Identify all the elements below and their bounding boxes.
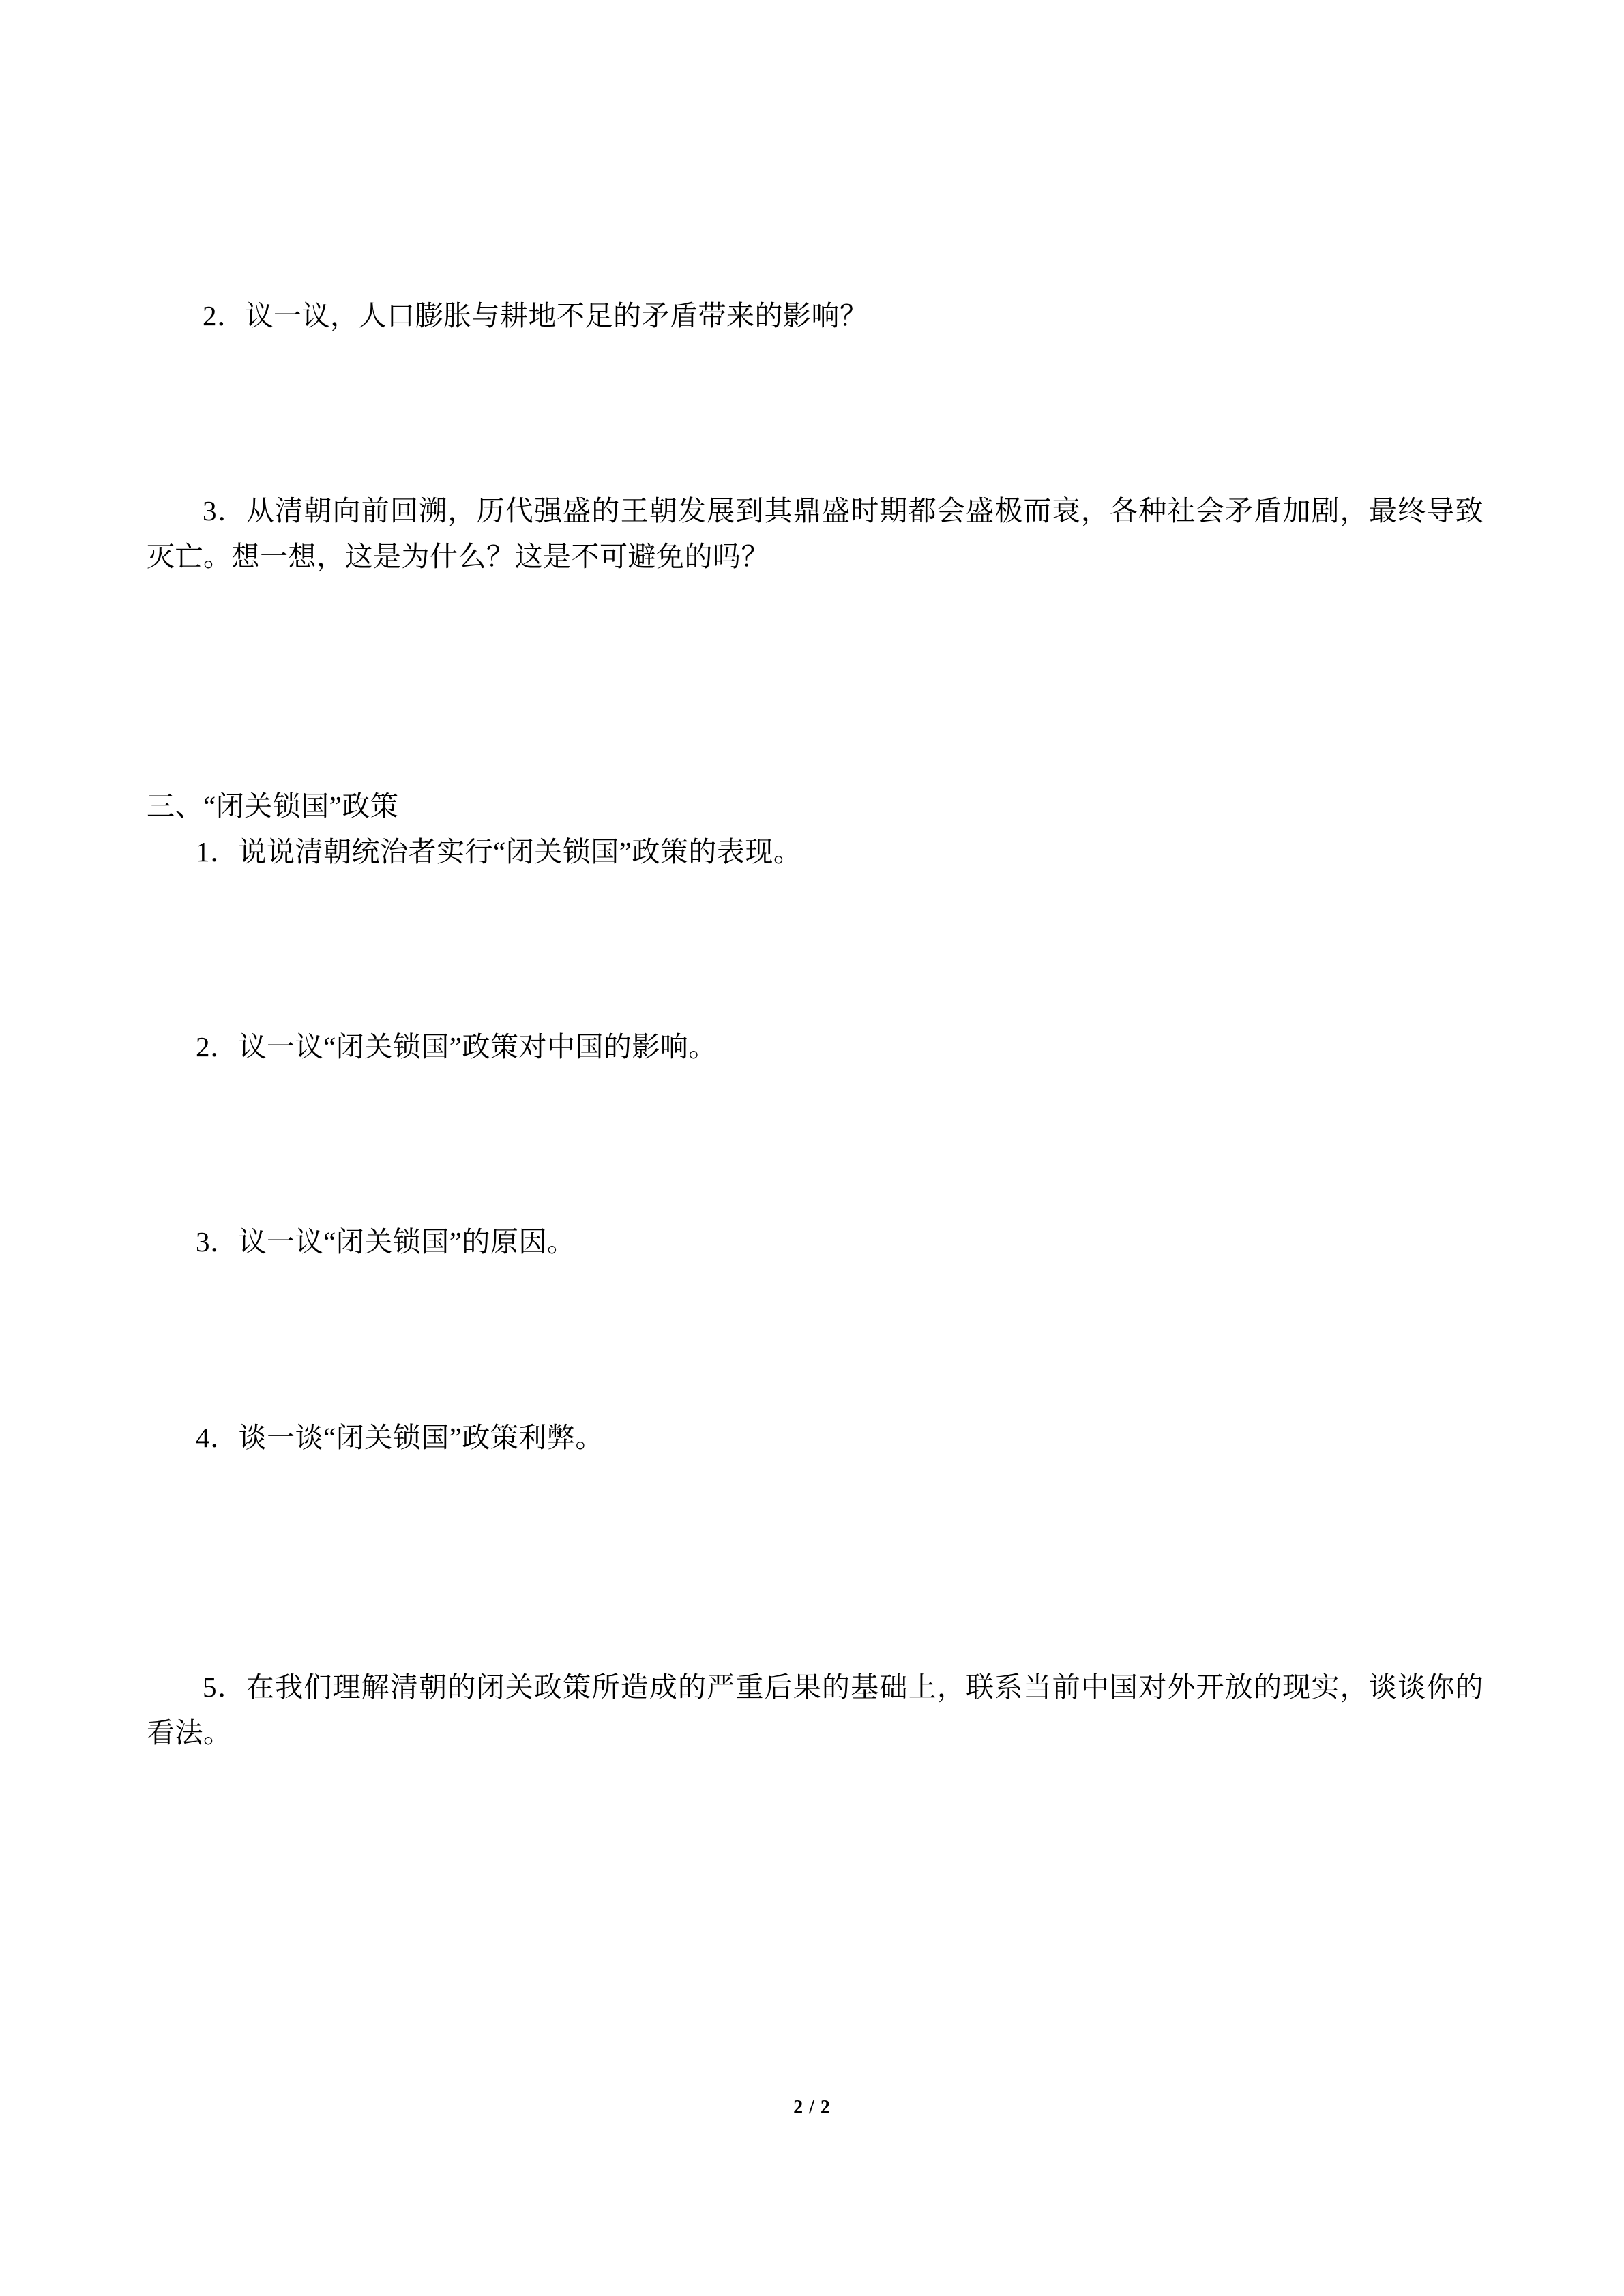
question-2-population: 2．议一议，人口膨胀与耕地不足的矛盾带来的影响？: [203, 300, 868, 331]
section-three-item-2: 2．议一议“闭关锁国”政策对中国的影响。: [196, 1031, 717, 1063]
question-3-dynasty: 3．从清朝向前回溯，历代强盛的王朝发展到其鼎盛时期都会盛极而衰，各种社会矛盾加剧，最终导致灭亡。想一想，这是为什么？这是不可避免的吗？: [147, 495, 1483, 572]
spacer-after-item-2: [147, 1069, 1483, 1219]
section-heading-three: 三、“闭关锁国”政策: [147, 790, 399, 822]
section-three-item-4: 4．谈一谈“闭关锁国”政策利弊。: [196, 1421, 604, 1453]
spacer-after-item-4: [147, 1460, 1483, 1665]
spacer-after-question-2: [147, 338, 1483, 488]
section-three-item-5: 5．在我们理解清朝的闭关政策所造成的严重后果的基础上，联系当前中国对外开放的现实，谈谈你的看法。: [147, 1671, 1483, 1748]
spacer-before-section-three: [147, 579, 1483, 784]
spacer-after-item-1: [147, 874, 1483, 1024]
section-three-item-3: 3．议一议“闭关锁国”的原因。: [196, 1226, 576, 1258]
spacer-after-item-3: [147, 1265, 1483, 1415]
page-content: [147, 293, 1483, 1755]
section-three-item-1: 1．说说清朝统治者实行“闭关锁国”政策的表现。: [196, 835, 802, 867]
page-number-footer: 2 / 2: [793, 2097, 831, 2118]
